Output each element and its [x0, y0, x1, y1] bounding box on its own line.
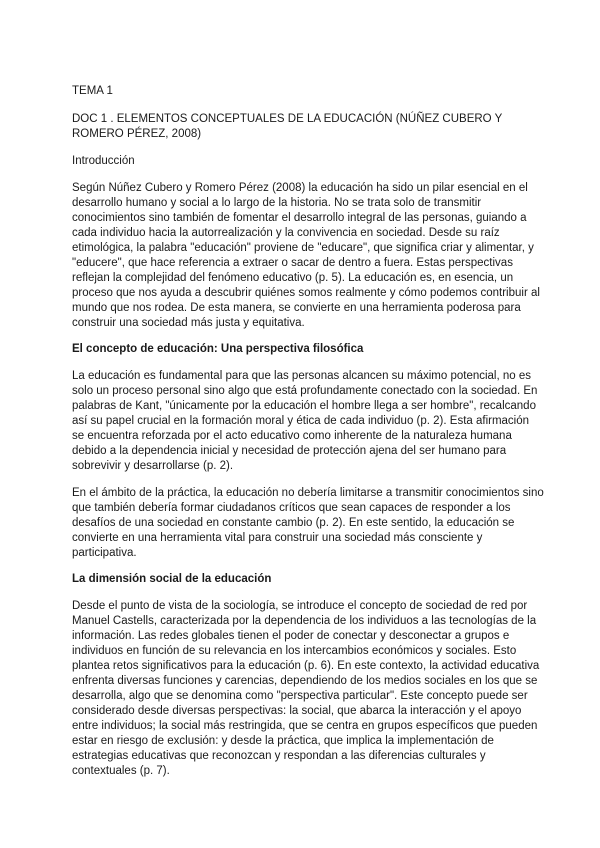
paragraph-line: información. Las redes globales tienen el poder de conectar y desconectar a grupos e: [72, 630, 510, 642]
paragraph-line: sobrevivir y desarrollarse (p. 2).: [72, 460, 234, 472]
intro-heading: Introducción: [72, 155, 135, 167]
paragraph-line: contextuales (p. 7).: [72, 765, 170, 777]
doc-title-line: ROMERO PÉREZ, 2008): [72, 128, 202, 140]
paragraph-line: mundo que nos rodea. De esta manera, se convierte en una herramienta poderosa para: [72, 302, 521, 314]
paragraph-line: participativa.: [72, 547, 137, 559]
paragraph-line: construir una sociedad más justa y equitativa.: [72, 317, 305, 329]
paragraph-line: que también debería formar ciudadanos críticos que sean capaces de responder a los: [72, 502, 511, 514]
paragraph-line: individuos en función de su relevancia en los intercambios económicos y sociales. Esto: [72, 645, 517, 657]
paragraph-line: enfrenta diversas funciones y carencias, dependiendo de los medios sociales en los que se: [72, 675, 538, 687]
paragraph-line: desafíos de una sociedad en constante cambio (p. 2). En este sentido, la educación se: [72, 517, 515, 529]
tema-label: TEMA 1: [72, 85, 113, 97]
paragraph-line: etimológica, la palabra "educación" proviene de "educare", que significa criar y alimentar, y: [72, 242, 534, 254]
paragraph-line: conocimientos sino también de fomentar el desarrollo integral de las personas, guiando a: [72, 212, 527, 224]
paragraph-line: plantea retos significativos para la educación (p. 6). En este contexto, la actividad educativa: [72, 660, 540, 672]
doc-title-line: DOC 1 . ELEMENTOS CONCEPTUALES DE LA EDUCACIÓN (NÚÑEZ CUBERO Y: [72, 113, 503, 125]
paragraph-line: debido a la dependencia inicial y necesidad de protección ajena del ser humano para: [72, 445, 507, 457]
paragraph-line: convierte en una herramienta vital para construir una sociedad más consciente y: [72, 532, 483, 544]
paragraph-line: solo un proceso personal sino algo que está profundamente conectado con la sociedad. En: [72, 385, 538, 397]
paragraph-line: proceso que nos ayuda a descubrir quiénes somos realmente y cómo podemos contribuir al: [72, 287, 540, 299]
paragraph-line: se encuentra reforzada por el acto educativo como inherente de la naturaleza humana: [72, 430, 512, 442]
paragraph-line: así su papel crucial en la formación moral y ética de cada individuo (p. 2). Esta afirmación: [72, 415, 530, 427]
paragraph-line: La educación es fundamental para que las personas alcancen su máximo potencial, no es: [72, 370, 532, 382]
paragraph-line: Según Núñez Cubero y Romero Pérez (2008) la educación ha sido un pilar esencial en el: [72, 182, 528, 194]
section-heading-dimension: La dimensión social de la educación: [72, 573, 272, 585]
paragraph-line: estar en riesgo de exclusión: y desde la práctica, que implica la implementación de: [72, 735, 494, 747]
paragraph-line: entre individuos; la social más restringida, que se centra en grupos específicos que pueden: [72, 720, 538, 732]
paragraph-line: reflejan la complejidad del fenómeno educativo (p. 5). La educación es, en esencia, un: [72, 272, 514, 284]
paragraph-line: cada individuo hacia la autorrealización y la convivencia en sociedad. Desde su raíz: [72, 227, 500, 239]
paragraph-line: desarrollo humano y social a lo largo de la historia. No se trata solo de transmitir: [72, 197, 482, 209]
paragraph-line: estrategias educativas que reconozcan y respondan a las diferencias culturales y: [72, 750, 486, 762]
paragraph-line: considerado desde diversas perspectivas: la social, que abarca la interacción y el apoyo: [72, 705, 522, 717]
paragraph-line: "educere", que hace referencia a extraer o sacar de dentro a fuera. Estas perspectivas: [72, 257, 513, 269]
paragraph-line: palabras de Kant, "únicamente por la educación el hombre llega a ser hombre", recalcando: [72, 400, 536, 412]
paragraph-line: Desde el punto de vista de la sociología, se introduce el concepto de sociedad de red por: [72, 600, 528, 612]
section-heading-concepto: El concepto de educación: Una perspectiva filosófica: [72, 343, 364, 355]
paragraph-line: desarrolla, algo que se denomina como "perspectiva particular". Este concepto puede ser: [72, 690, 528, 702]
paragraph-line: En el ámbito de la práctica, la educación no debería limitarse a transmitir conocimientos sino: [72, 487, 544, 499]
paragraph-line: Manuel Castells, caracterizada por la dependencia de los individuos a las tecnologías de la: [72, 615, 537, 627]
